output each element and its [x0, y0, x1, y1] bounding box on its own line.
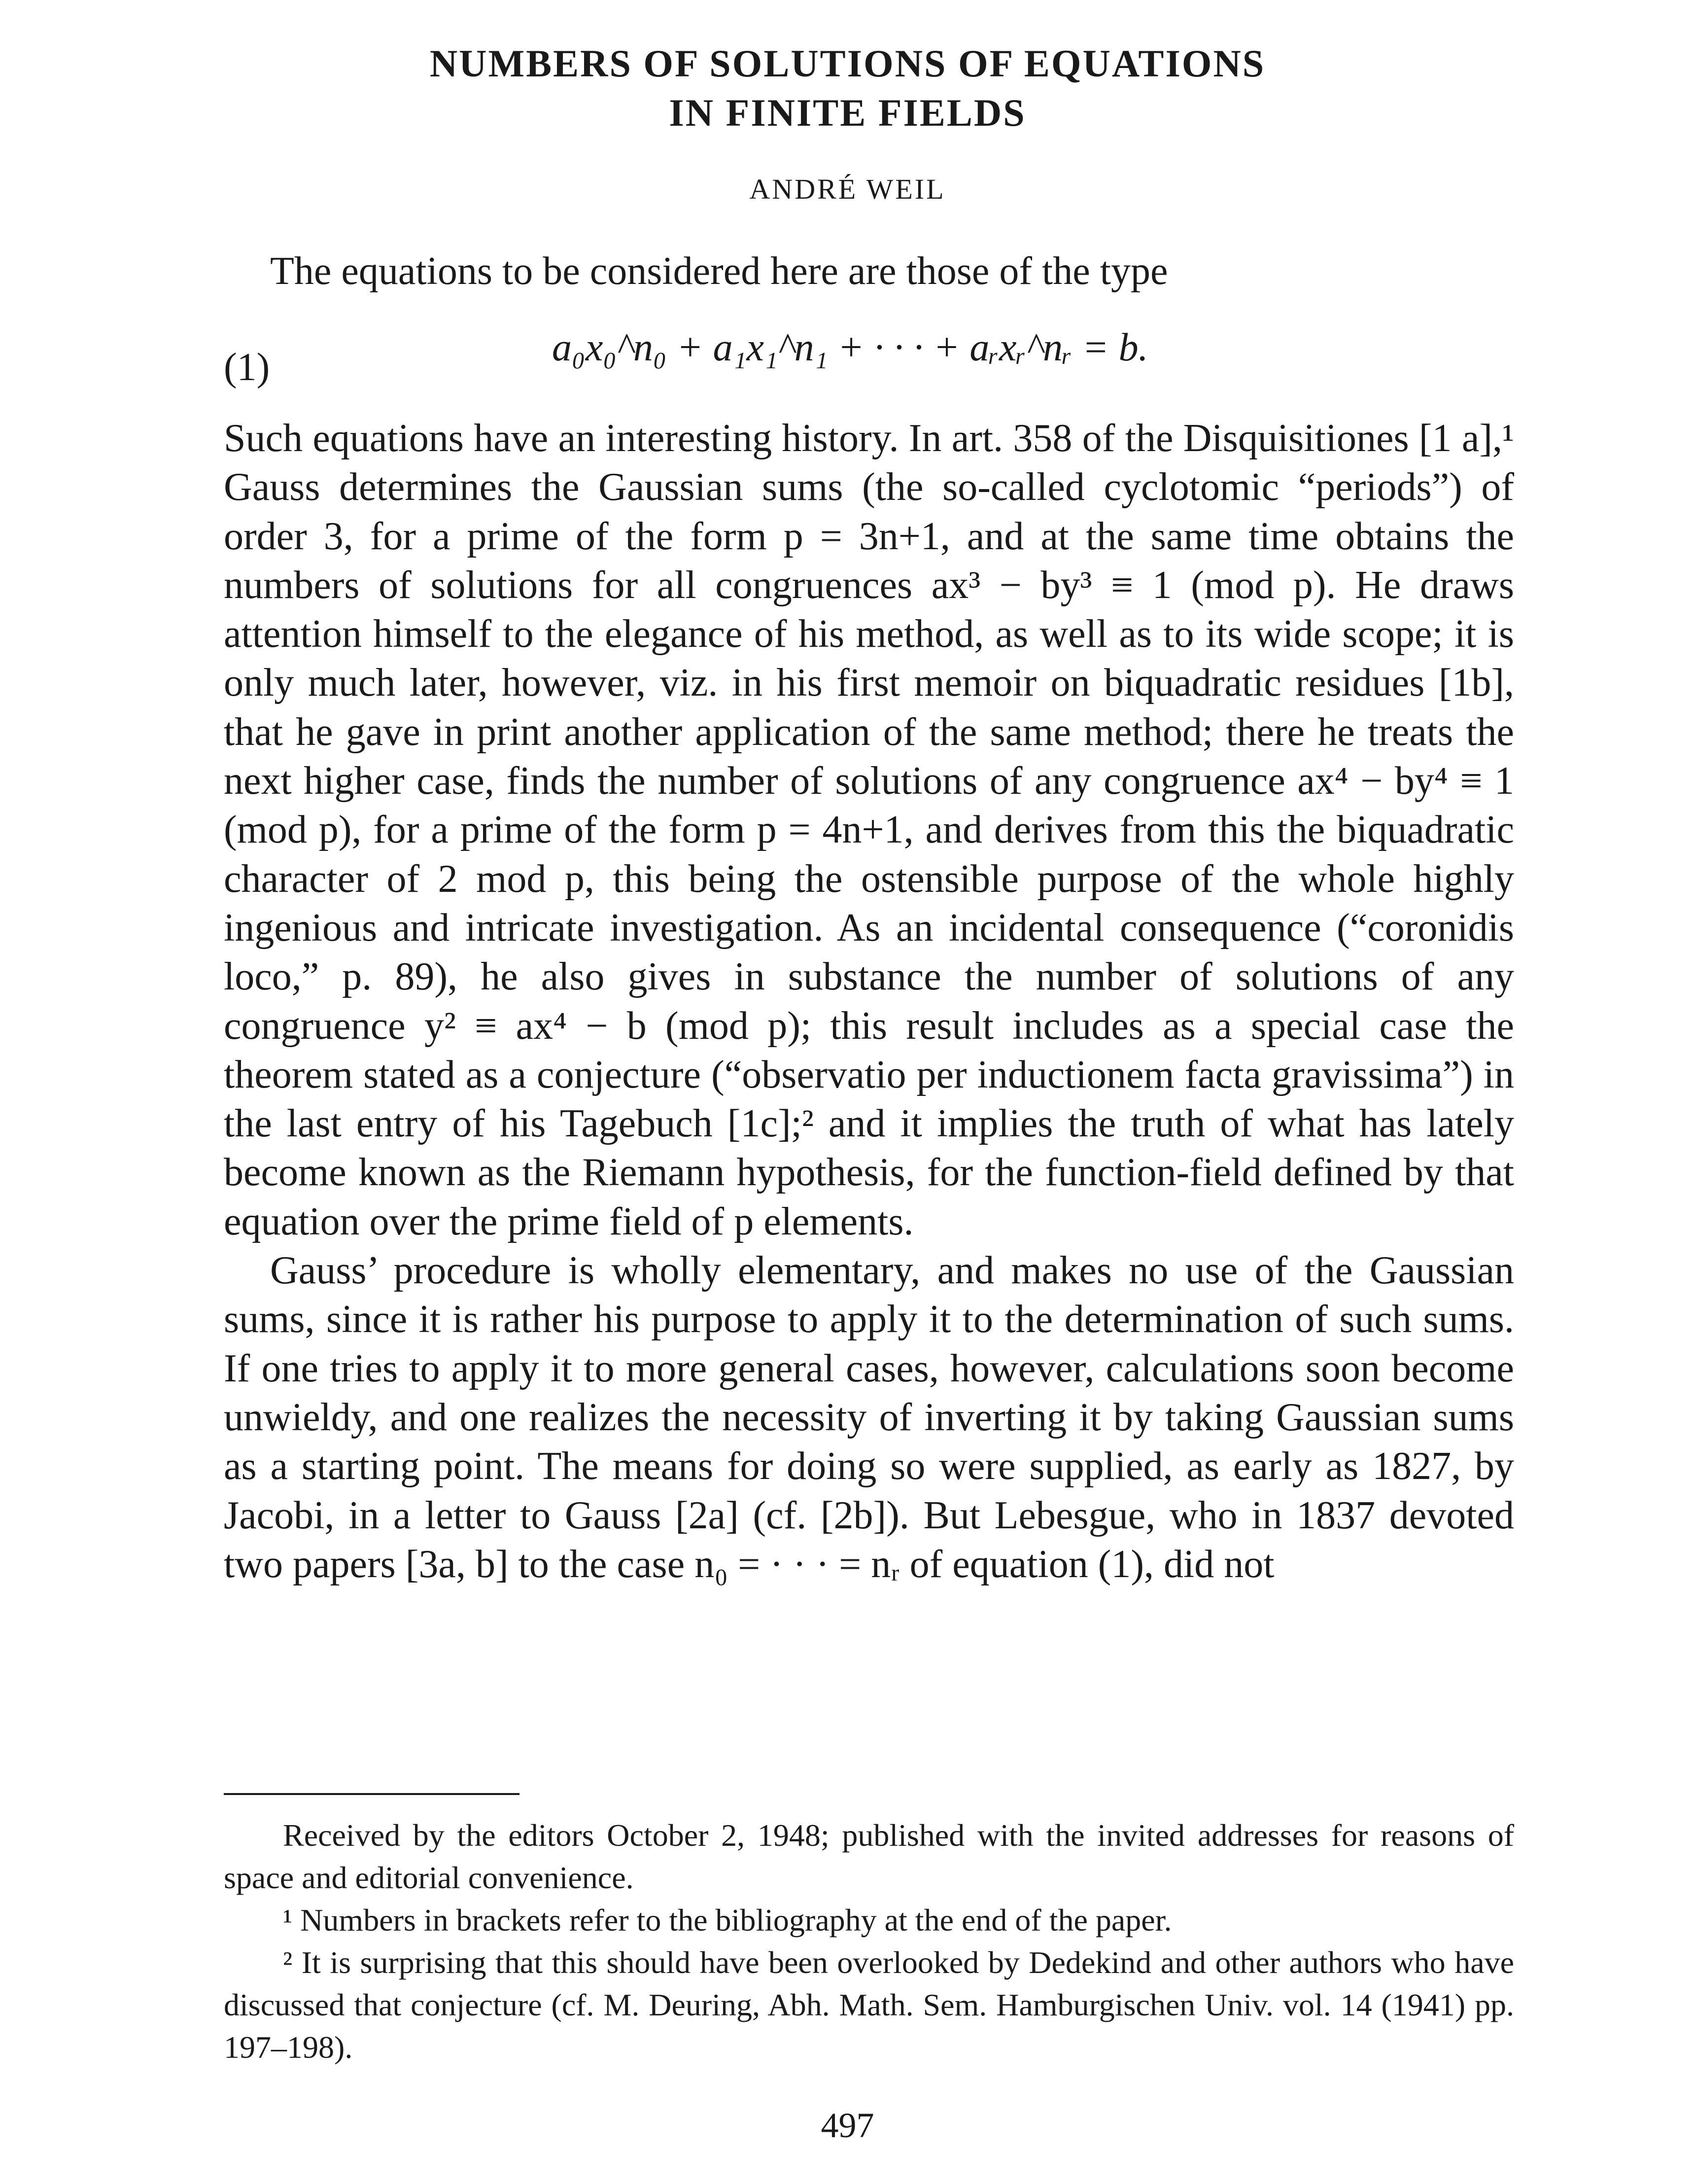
author: ANDRÉ WEIL — [749, 173, 946, 205]
footnote-2: ² It is surprising that this should have been overlooked by Dedekind and other authors who have discussed that conjecture (cf. M. Deuring, Abh. Math. Sem. Hamburgischen Univ. vol. 14 (1941) pp. 197–198). — [224, 1945, 1514, 2065]
footnote-1: ¹ Numbers in brackets refer to the bibliography at the end of the paper. — [283, 1902, 1172, 1937]
body-text — [224, 414, 1514, 1589]
title-line-1: NUMBERS OF SOLUTIONS OF EQUATIONS — [429, 42, 1266, 85]
equation-number: (1) — [224, 346, 270, 389]
footnotes — [224, 1814, 1514, 2069]
paragraph-2: Gauss’ procedure is wholly elementary, and makes no use of the Gaussian sums, since it is rather his purpose to apply it to the determination of such sums. If one tries to apply it to more general cases, however, calculations soon become unwieldy, and one realizes the necessity of inverting it by taking Gaussian sums as a starting point. The means for doing so were supplied, as early as 1827, by Jacobi, in a letter to Gauss [2a] (cf. [2b]). But Lebesgue, who in 1837 devoted two papers [3a, b] to the case n₀ = · · · = nᵣ of equation (1), did not — [224, 1249, 1514, 1586]
equation: a₀x₀^n₀ + a₁x₁^n₁ + · · · + aᵣxᵣ^nᵣ = b. — [552, 326, 1148, 369]
title-line-2: IN FINITE FIELDS — [669, 91, 1026, 134]
footnote-received: Received by the editors October 2, 1948; published with the invited addresses for reasons of space and editorial convenience. — [224, 1818, 1514, 1895]
paragraph-1: Such equations have an interesting history. In art. 358 of the Disquisitiones [1 a],¹ Gauss determines the Gaussian sums (the so-called cyclotomic “periods”) of order 3, for a prime of the form p = 3n+1, and at the same time obtains the numbers of solutions for all congruences ax³ − by³ ≡ 1 (mod p). He draws attention himself to the elegance of his method, as well as to its wide scope; it is only much later, however, viz. in his first memoir on biquadratic residues [1b], that he gave in print another application of the same method; there he treats the next higher case, finds the number of solutions of any congruence ax⁴ − by⁴ ≡ 1 (mod p), for a prime of the form p = 4n+1, and derives from this the biquadratic character of 2 mod p, this being the ostensible purpose of the whole highly ingenious and intricate investigation. As an incidental consequence (“coronidis loco,” p. 89), he also gives in substance the number of solutions of any congruence y² ≡ ax⁴ − b (mod p); this result includes as a special case the theorem stated as a conjecture (“observatio per inductionem facta gravissima”) in the last entry of his Tagebuch [1c];² and it implies the truth of what has lately become known as the Riemann hypothesis, for the function-field defined by that equation over the prime field of p elements. — [224, 417, 1514, 1243]
page-number: 497 — [821, 2106, 874, 2145]
intro-sentence: The equations to be considered here are those of the type — [270, 249, 1168, 293]
footnote-rule — [224, 1793, 519, 1795]
